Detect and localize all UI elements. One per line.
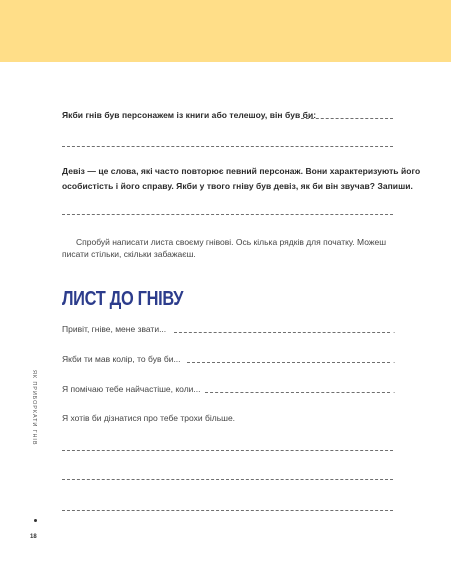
question-motto-line-1: Девіз — це слова, які часто повторює певний персонаж. Вони характеризують його bbox=[62, 166, 421, 176]
answer-line[interactable] bbox=[62, 146, 393, 147]
intro-line-1: Спробуй написати листа своєму гнівові. Ось кілька рядків для початку. Можеш bbox=[76, 237, 387, 247]
running-head bbox=[25, 370, 37, 530]
intro-line-2: писати стільки, скільки забажаєш. bbox=[62, 249, 196, 259]
end-mark: . bbox=[393, 326, 396, 335]
letter-heading: ЛИСТ ДО ГНІВУ bbox=[62, 288, 184, 310]
answer-line[interactable] bbox=[205, 392, 390, 393]
letter-prompt-color: Якби ти мав колір, то був би... bbox=[62, 354, 181, 364]
answer-line[interactable] bbox=[62, 510, 393, 511]
answer-line[interactable] bbox=[174, 332, 390, 333]
letter-prompt-name: Привіт, гніве, мене звати... bbox=[62, 324, 167, 334]
end-mark: . bbox=[393, 386, 396, 395]
answer-line[interactable] bbox=[301, 118, 393, 119]
running-head-text: ЯК ПРИБОРКАТИ ГНІВ bbox=[31, 370, 37, 446]
top-color-band bbox=[0, 0, 451, 62]
answer-line[interactable] bbox=[62, 479, 393, 480]
answer-line[interactable] bbox=[62, 214, 393, 215]
answer-line[interactable] bbox=[62, 450, 393, 451]
question-character: Якби гнів був персонажем із книги або телешоу, він був би: bbox=[62, 110, 317, 120]
letter-prompt-notice: Я помічаю тебе найчастіше, коли... bbox=[62, 384, 201, 394]
question-motto-line-2: особистість і його справу. Якби у твого гніву був девіз, як би він звучав? Запиши. bbox=[62, 181, 413, 191]
answer-line[interactable] bbox=[187, 362, 390, 363]
running-head-bullet bbox=[34, 519, 37, 522]
end-mark: . bbox=[393, 356, 396, 365]
page-number: 18 bbox=[30, 534, 37, 540]
letter-prompt-learn-more: Я хотів би дізнатися про тебе трохи більше. bbox=[62, 413, 236, 423]
